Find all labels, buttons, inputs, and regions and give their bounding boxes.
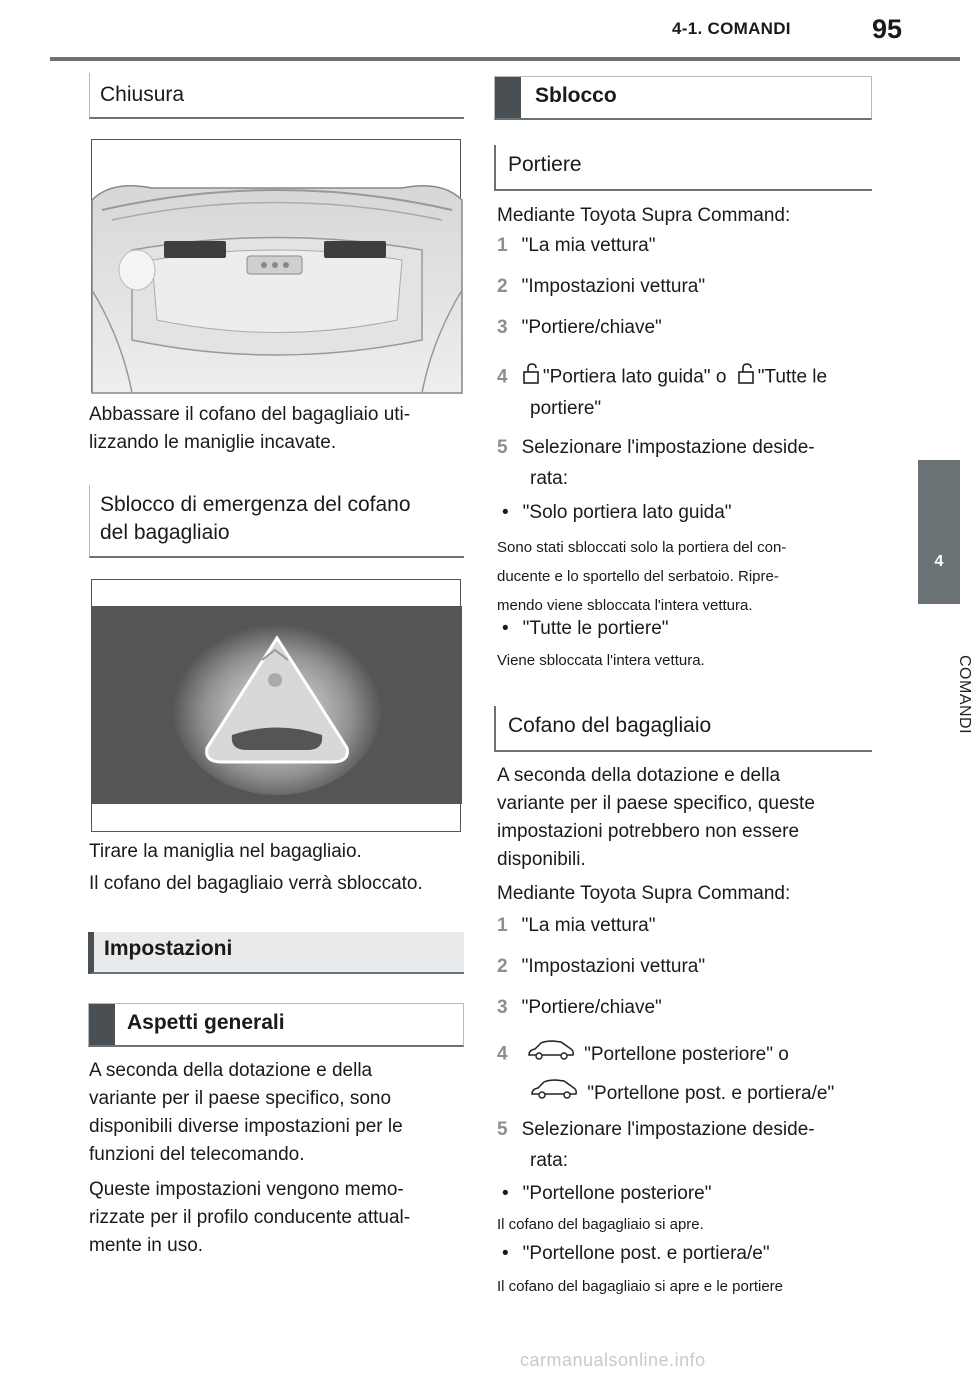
text-line: Tirare la maniglia nel bagagliaio. — [89, 841, 362, 862]
emergency-handle-figure — [91, 579, 461, 832]
unlock-icon — [521, 362, 543, 393]
heading-text: Impostazioni — [104, 937, 233, 960]
tailgate-icon — [527, 1039, 575, 1070]
step-item-5: 5 Selezionare l'impostazione deside- rata: — [497, 437, 815, 489]
chapter-tab-number: 4 — [934, 553, 944, 570]
section-head-cofano — [494, 706, 872, 752]
bullet-item: • "Tutte le portiere" — [502, 618, 669, 639]
cofano-paragraph: A seconda della dotazione e della variante per il paese specifico, queste impostazioni potrebbero non essere disponibili. — [497, 765, 815, 870]
text-line: lizzando le maniglie incavate. — [89, 432, 337, 453]
step-item: 2 "Impostazioni vettura" — [497, 956, 706, 977]
text-line: Queste impostazioni vengono memo- — [89, 1179, 404, 1200]
intro-command-2: Mediante Toyota Supra Command: — [497, 883, 791, 904]
step-item: 1 "La mia vettura" — [497, 235, 656, 256]
section-head-sblocco — [494, 76, 872, 120]
text-line: Abbassare il cofano del bagagliaio uti- — [89, 404, 411, 425]
page-number: 95 — [872, 14, 903, 44]
text-line: disponibili diverse impostazioni per le — [89, 1116, 403, 1137]
text-line: A seconda della dotazione e della — [89, 1060, 373, 1081]
aspetti-paragraph — [89, 1057, 469, 1169]
chapter-tab — [918, 460, 960, 604]
bullet-item: • "Portellone posteriore" — [502, 1183, 712, 1204]
watermark: carmanualsonline.info — [520, 1350, 706, 1370]
step-item: 2 "Impostazioni vettura" — [497, 276, 706, 297]
step-item: 3 "Portiere/chiave" — [497, 997, 662, 1018]
step-item-4: 4 "Portiera lato guida" o "Tutte le portiere" — [497, 362, 877, 423]
step-item-c5: 5 Selezionare l'impostazione deside- rata: — [497, 1119, 815, 1171]
steps-list-1 — [497, 232, 877, 355]
section-head-aspetti — [88, 1003, 464, 1047]
note-paragraph: Sono stati sbloccati solo la portiera del con- ducente e lo sportello del serbatoio. Ripre- mendo viene sbloccata l'intera vettura. — [497, 539, 787, 614]
note-paragraph: Viene sbloccata l'intera vettura. — [497, 652, 705, 669]
note-paragraph: Il cofano del bagagliaio si apre. — [497, 1216, 704, 1233]
steps-list-2 — [497, 912, 877, 1035]
heading-text: Portiere — [508, 153, 582, 176]
heading-text: Sblocco — [535, 84, 617, 107]
heading-text: Sblocco di emergenza del cofano del bagagliaio — [100, 493, 411, 544]
chapter-tab-label: COMANDI — [956, 655, 973, 735]
intro-command-1: Mediante Toyota Supra Command: — [497, 205, 791, 226]
step-item: 1 "La mia vettura" — [497, 915, 656, 936]
step-item-c4: 4 "Portellone posteriore" o "Portellone post. e portiera/e" — [497, 1039, 882, 1109]
emergency-handle-illustration — [92, 580, 462, 833]
text-line: Il cofano del bagagliaio verrà sbloccato. — [89, 873, 423, 894]
section-head-impostazioni — [88, 932, 464, 974]
unlock-icon — [736, 362, 758, 393]
emergenza-paragraph — [89, 838, 479, 898]
memo-paragraph — [89, 1176, 469, 1260]
tailgate-doors-icon — [530, 1078, 578, 1109]
heading-text: Cofano del bagagliaio — [508, 714, 712, 737]
chapter-title: 4-1. COMANDI — [672, 19, 791, 38]
text-line: funzioni del telecomando. — [89, 1144, 305, 1165]
text-line: rizzate per il profilo conducente attual- — [89, 1207, 411, 1228]
bullet-item: • "Solo portiera lato guida" — [502, 502, 732, 523]
chiusura-paragraph — [89, 401, 469, 457]
section-head-portiere — [494, 145, 872, 191]
section-head-chiusura — [89, 73, 464, 119]
heading-text: Aspetti generali — [127, 1011, 285, 1034]
bullet-item: • "Portellone post. e portiera/e" — [502, 1243, 770, 1264]
trunk-lid-figure — [91, 139, 461, 392]
step-item: 3 "Portiere/chiave" — [497, 317, 662, 338]
section-head-emergenza — [89, 485, 464, 558]
header-rule — [50, 57, 960, 61]
text-line: variante per il paese specifico, sono — [89, 1088, 392, 1109]
note-paragraph: Il cofano del bagagliaio si apre e le portiere — [497, 1278, 784, 1295]
trunk-lid-illustration — [92, 140, 462, 393]
heading-text: Chiusura — [100, 83, 185, 106]
text-line: mente in uso. — [89, 1235, 204, 1256]
